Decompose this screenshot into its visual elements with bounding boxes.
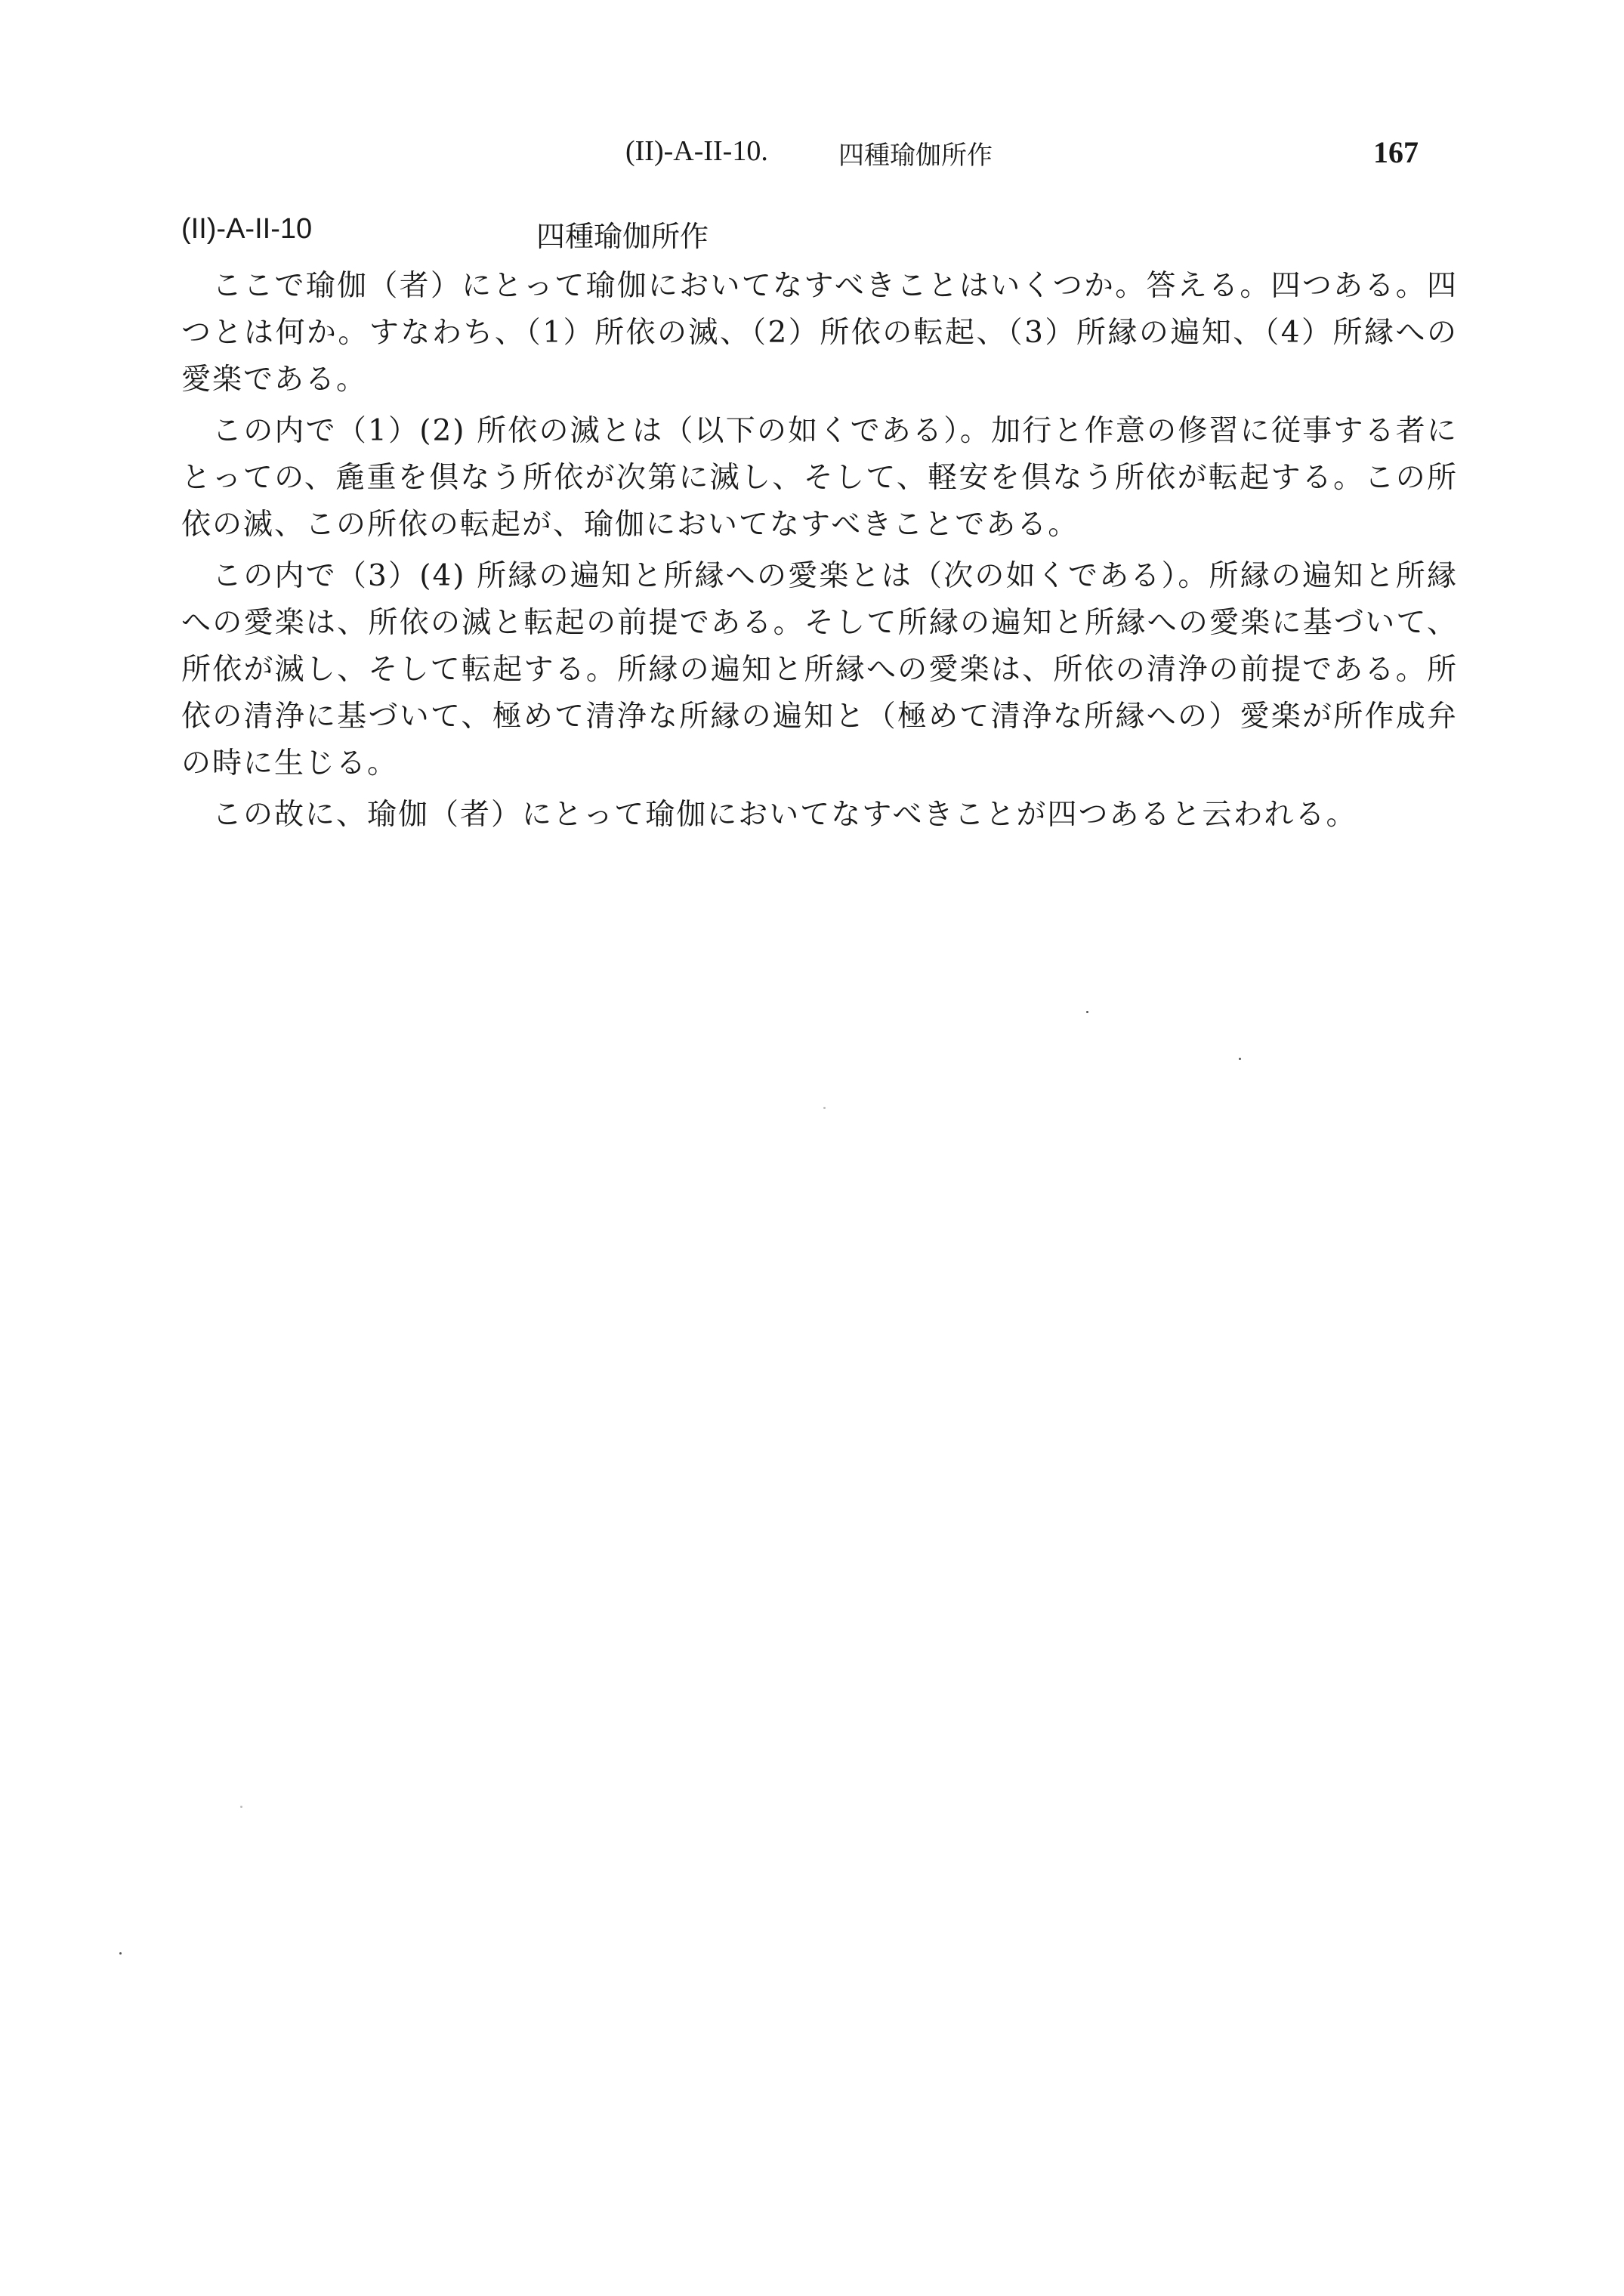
page-number: 167 [1373, 135, 1419, 169]
section-number: (II)-A-II-10 [181, 213, 313, 245]
paragraph: この故に、瑜伽（者）にとって瑜伽においてなすべきことが四つあると云われる。 [212, 798, 1357, 832]
section-title: 四種瑜伽所作 [536, 220, 709, 253]
running-head-section: (II)-A-II-10. [625, 135, 768, 167]
scan-speck [240, 1806, 242, 1808]
body-text [181, 263, 1458, 843]
running-head [0, 134, 1624, 180]
paragraph: この内で（1）(2) 所依の滅とは（以下の如くである）。加行と作意の修習に従事する者にとっての、麁重を倶なう所依が次第に滅し、そして、軽安を倶なう所依が転起する。この所依の滅、この所依の転起が、瑜伽においてなすべきことである。 [181, 414, 1458, 542]
scan-speck [1239, 1058, 1241, 1060]
section-heading [181, 213, 1465, 258]
paragraph: この内で（3）(4) 所縁の遍知と所縁への愛楽とは（次の如くである）。所縁の遍知と所縁への愛楽は、所依の滅と転起の前提である。そして所縁の遍知と所縁への愛楽に基づいて、所依が滅し、そして転起する。所縁の遍知と所縁への愛楽は、所依の清浄の前提である。所依の清浄に基づいて、極めて清浄な所縁の遍知と（極めて清浄な所縁への）愛楽が所作成弁の時に生じる。 [181, 559, 1458, 780]
paragraph: ここで瑜伽（者）にとって瑜伽においてなすべきことはいくつか。答える。四つある。四つとは何か。すなわち、（1）所依の滅、（2）所依の転起、（3）所縁の遍知、（4）所縁への愛楽である。 [181, 269, 1458, 397]
scan-speck [1086, 1011, 1088, 1013]
scan-speck [823, 1107, 826, 1109]
scan-speck [119, 1952, 122, 1955]
running-head-title: 四種瑜伽所作 [838, 141, 993, 171]
